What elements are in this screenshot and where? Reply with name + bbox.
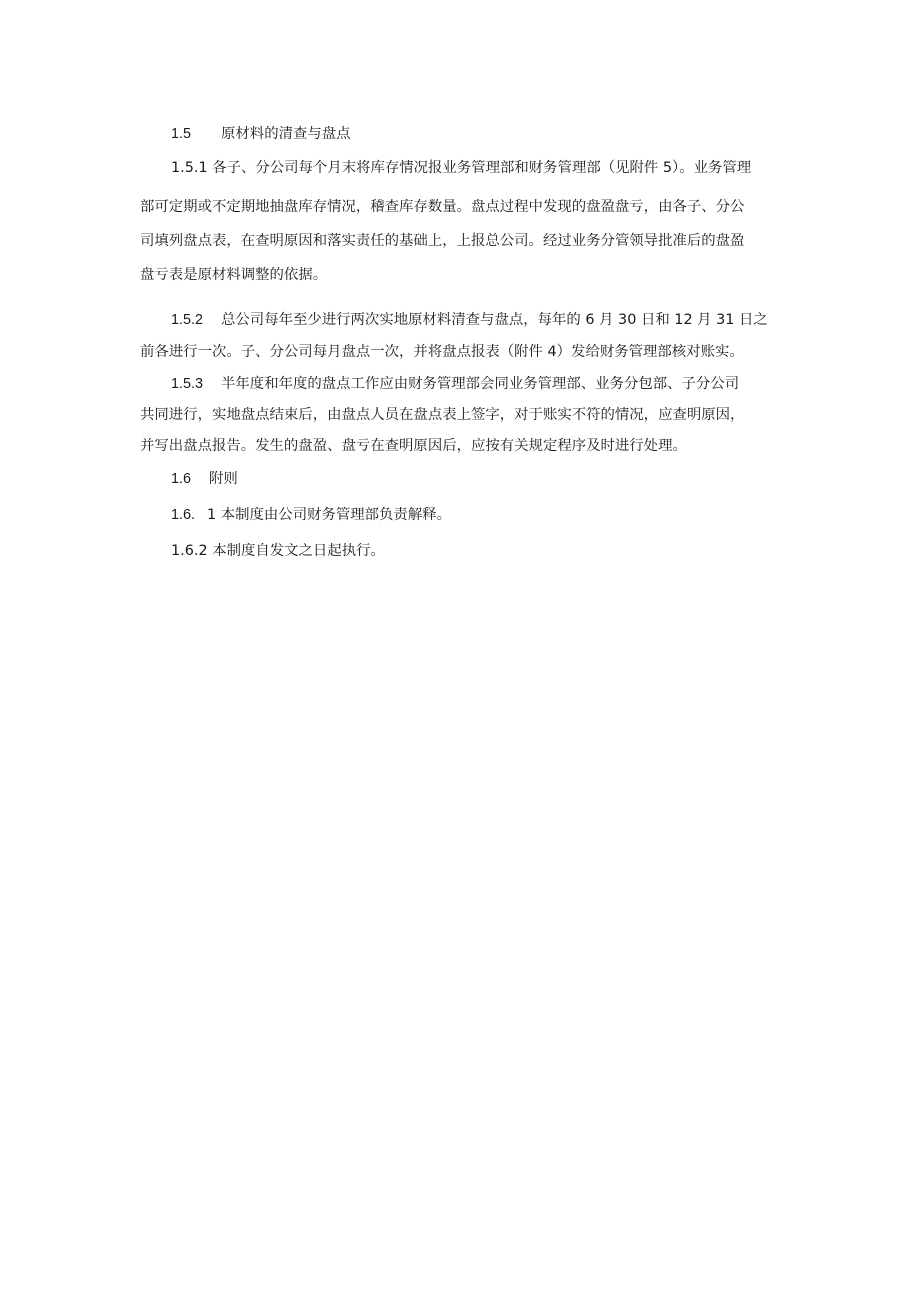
para-1-5-1-line-1: 1.5.1 各子、分公司每个月末将库存情况报业务管理部和财务管理部（见附件 5）。业务管理 (171, 160, 752, 176)
para-1-5-3-line-2: 共同进行，实地盘点结束后，由盘点人员在盘点表上签字，对于账实不符的情况，应查明原因， (140, 407, 745, 423)
para-1-5-3-line-1 (171, 374, 739, 394)
section-title: 附则 (209, 471, 238, 487)
para-1-5-2-line-1 (171, 310, 768, 330)
section-number: 1.5.2 (171, 312, 204, 328)
para-text: 1 本制度由公司财务管理部负责解释。 (207, 507, 451, 523)
section-number: 1.6. (171, 507, 196, 523)
section-number: 1.5 (171, 126, 192, 142)
para-1-6-1 (171, 505, 451, 525)
section-number: 1.6 (171, 471, 192, 487)
para-1-5-2-line-2: 前各进行一次。子、分公司每月盘点一次，并将盘点报表（附件 4）发给财务管理部核对账实。 (140, 344, 744, 360)
section-1-6-heading (171, 469, 238, 489)
para-text: 半年度和年度的盘点工作应由财务管理部会同业务管理部、业务分包部、子分公司 (221, 376, 740, 392)
section-title: 原材料的清查与盘点 (221, 126, 351, 142)
para-text: 总公司每年至少进行两次实地原材料清查与盘点，每年的 6 月 30 日和 12 月 31 日之 (221, 312, 768, 328)
section-number: 1.5.3 (171, 376, 204, 392)
para-1-5-1-line-2: 部可定期或不定期地抽盘库存情况，稽查库存数量。盘点过程中发现的盘盈盘亏，由各子、分公 (140, 199, 745, 215)
para-1-5-1-line-4: 盘亏表是原材料调整的依据。 (140, 267, 328, 283)
para-1-5-3-line-3: 并写出盘点报告。发生的盘盈、盘亏在查明原因后，应按有关规定程序及时进行处理。 (140, 438, 687, 454)
para-1-5-1-line-3: 司填列盘点表，在查明原因和落实责任的基础上，上报总公司。经过业务分管领导批准后的盘盈 (140, 233, 745, 249)
section-1-5-heading (171, 124, 351, 144)
para-1-6-2: 1.6.2 本制度自发文之日起执行。 (171, 543, 385, 559)
